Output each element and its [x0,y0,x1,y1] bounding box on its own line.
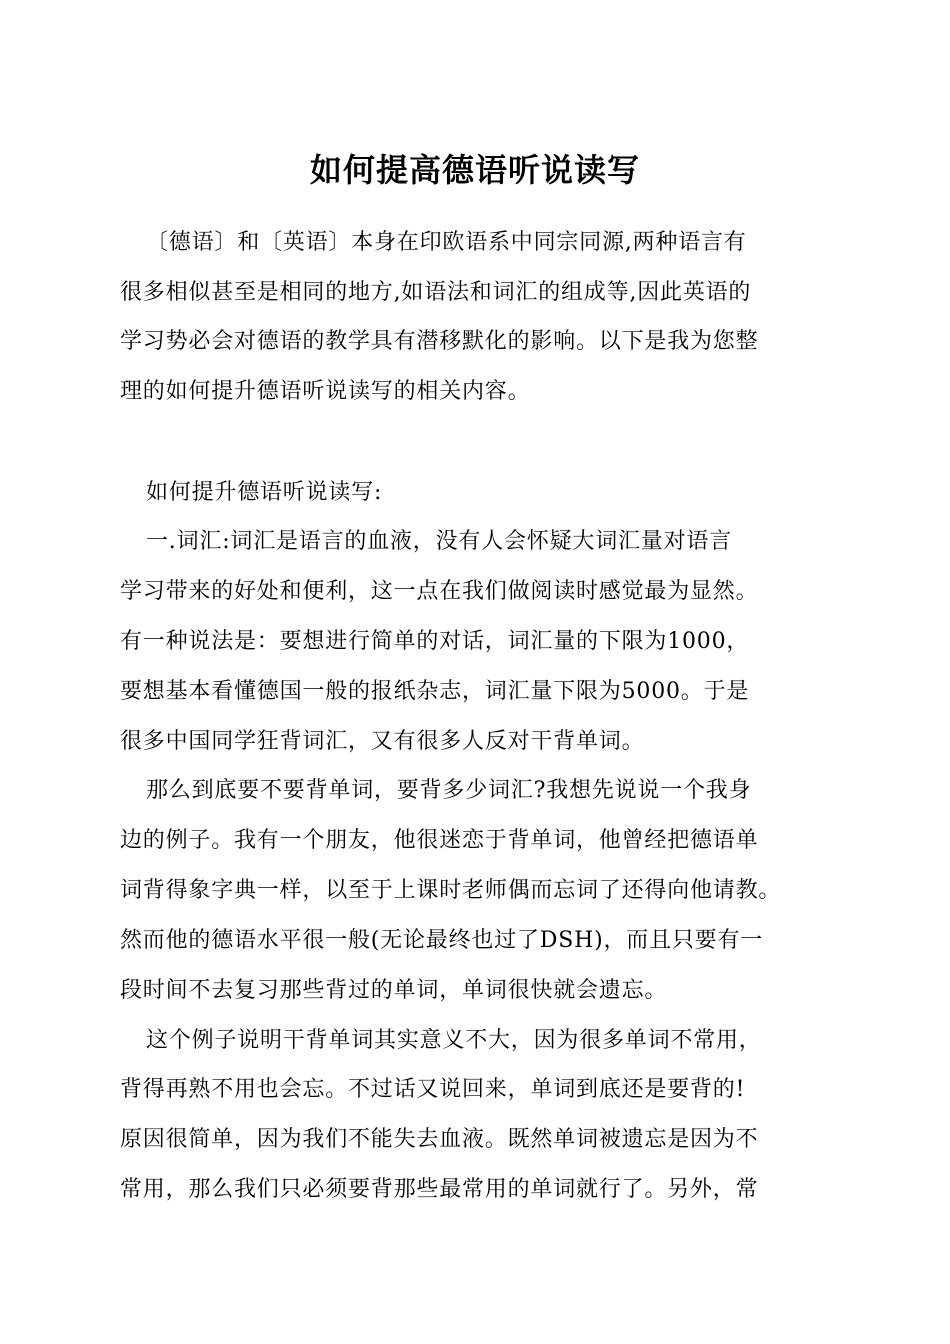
paragraph-line: 理的如何提升德语听说读写的相关内容。 [120,379,531,404]
paragraph-line: 边的例子。我有一个朋友，他很迷恋于背单词，他曾经把德语单 [120,828,759,853]
paragraph-line: 〔德语〕和〔英语〕本身在印欧语系中同宗同源,两种语言有 [146,230,747,255]
paragraph-line: 很多中国同学狂背词汇，又有很多人反对干背单词。 [120,729,645,754]
paragraph-line: 这个例子说明干背单词其实意义不大，因为很多单词不常用， [146,1028,762,1053]
paragraph-line: 背得再熟不用也会忘。不过话又说回来，单词到底还是要背的! [120,1077,746,1102]
paragraph-line: 学习带来的好处和便利，这一点在我们做阅读时感觉最为显然。 [120,579,759,604]
paragraph-line: 常用，那么我们只必须要背那些最常用的单词就行了。另外，常 [120,1177,759,1202]
document-title: 如何提高德语听说读写 [309,151,640,189]
paragraph-line: 要想基本看懂德国一般的报纸杂志，词汇量下限为5000。于是 [120,679,750,704]
paragraph-line: 有一种说法是：要想进行简单的对话，词汇量的下限为1000， [120,629,750,654]
section-heading: 如何提升德语听说读写: [146,480,383,505]
paragraph-line: 一.词汇:词汇是语言的血液，没有人会怀疑大词汇量对语言 [146,529,733,554]
paragraph-line: 段时间不去复习那些背过的单词，单词很快就会遗忘。 [120,978,668,1003]
paragraph-line: 那么到底要不要背单词，要背多少词汇?我想先说说一个我身 [146,778,752,803]
paragraph-line: 词背得象字典一样，以至于上课时老师偶而忘词了还得向他请教。 [120,878,782,903]
paragraph-line: 然而他的德语水平很一般(无论最终也过了DSH)，而且只要有一 [120,928,764,953]
paragraph-line: 学习势必会对德语的教学具有潜移默化的影响。以下是我为您整 [120,329,759,354]
paragraph-line: 很多相似甚至是相同的地方,如语法和词汇的组成等,因此英语的 [120,280,752,305]
paragraph-line: 原因很简单，因为我们不能失去血液。既然单词被遗忘是因为不 [120,1127,759,1152]
